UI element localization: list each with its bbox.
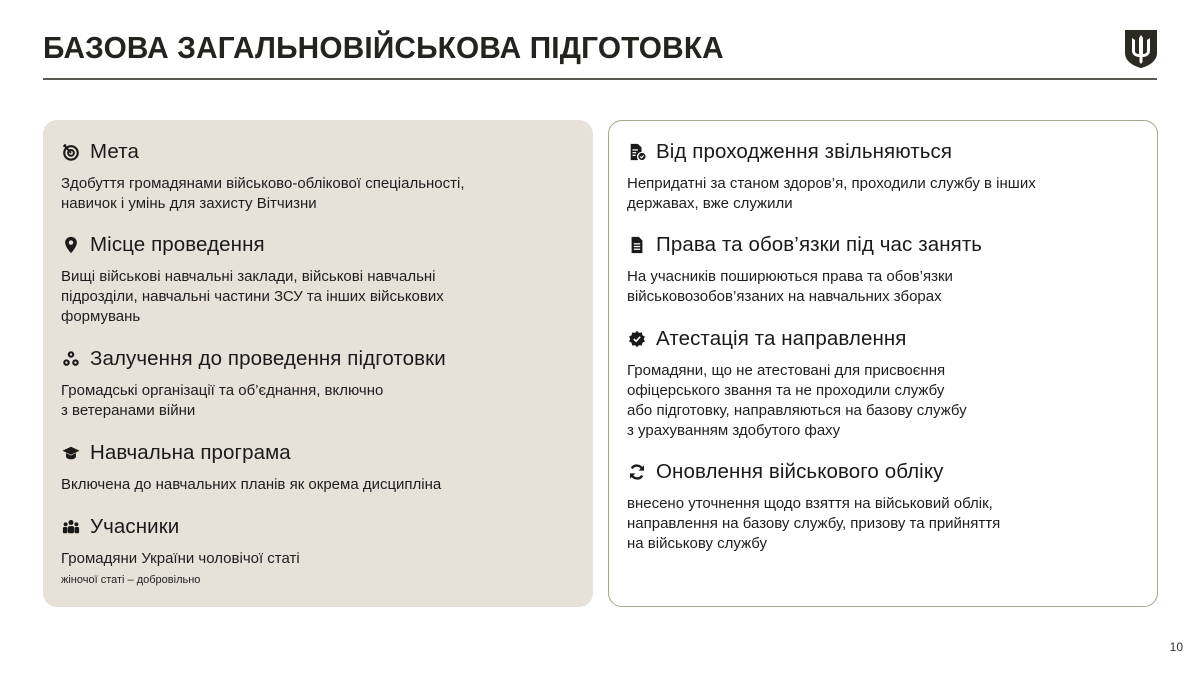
section-heading: Права та обов’язки під час занять <box>656 233 983 256</box>
section-text <box>61 549 575 569</box>
section-heading: Атестація та направлення <box>656 327 907 350</box>
text-line: Здобуття громадянами військово-облікової спеціальності, <box>61 175 465 192</box>
section-involvement <box>61 346 575 421</box>
text-line: направлення на базову службу, призову та прийняття <box>627 515 1001 532</box>
people-group-icon <box>61 517 81 537</box>
text-line: навичок і умінь для захисту Вітчизни <box>61 195 317 212</box>
section-text <box>627 267 1139 307</box>
section-heading: Навчальна програма <box>90 441 291 464</box>
title-divider <box>43 78 1157 80</box>
page-title: БАЗОВА ЗАГАЛЬНОВІЙСЬКОВА ПІДГОТОВКА <box>43 30 724 65</box>
text-line: з урахуванням здобутого фаху <box>627 422 841 439</box>
section-heading: Місце проведення <box>90 233 265 256</box>
section-exemptions <box>627 139 1139 214</box>
text-line: На учасників поширюються права та обов’язки <box>627 268 953 285</box>
text-line: підрозділи, навчальні частини ЗСУ та інших військових <box>61 288 444 305</box>
text-line: офіцерського звання та не проходили службу <box>627 382 945 399</box>
right-info-card <box>608 120 1158 607</box>
section-heading: Учасники <box>90 515 180 538</box>
section-text <box>61 381 575 421</box>
graduation-cap-icon <box>61 443 81 463</box>
text-line: на військову службу <box>627 535 768 552</box>
section-location <box>61 232 575 327</box>
text-line: Громадські організації та об’єднання, включно <box>61 382 384 399</box>
trident-shield-icon <box>1124 29 1158 69</box>
text-line: державах, вже служили <box>627 195 793 212</box>
text-line: або підготовку, направляються на базову службу <box>627 402 967 419</box>
section-text <box>627 361 1139 441</box>
section-text <box>61 267 575 327</box>
file-check-icon <box>627 142 647 162</box>
section-goal <box>61 139 575 214</box>
section-text <box>627 174 1139 214</box>
section-registry-update <box>627 459 1139 554</box>
section-text <box>61 475 575 495</box>
text-line: внесено уточнення щодо взяття на військовий облік, <box>627 495 993 512</box>
text-line: Громадяни, що не атестовані для присвоєння <box>627 362 946 379</box>
map-pin-icon <box>61 235 81 255</box>
circles-cluster-icon <box>61 349 81 369</box>
text-line: військовозобов’язаних на навчальних зборах <box>627 288 942 305</box>
text-line: формувань <box>61 308 141 325</box>
section-text <box>627 494 1139 554</box>
text-line: Включена до навчальних планів як окрема дисципліна <box>61 476 442 493</box>
left-info-card <box>43 120 593 607</box>
text-line: Громадяни України чоловічої статі <box>61 550 300 567</box>
text-line: з ветеранами війни <box>61 402 196 419</box>
section-heading: Мета <box>90 140 139 163</box>
section-heading: Залучення до проведення підготовки <box>90 347 446 370</box>
page-number: 10 <box>1169 640 1183 654</box>
section-rights <box>627 232 1139 307</box>
certificate-badge-icon <box>627 329 647 349</box>
section-heading: Від проходження звільняються <box>656 140 953 163</box>
target-icon <box>61 142 81 162</box>
section-text <box>61 174 575 214</box>
refresh-icon <box>627 462 647 482</box>
section-program <box>61 440 575 495</box>
section-participants <box>61 514 575 588</box>
section-heading: Оновлення військового обліку <box>656 460 944 483</box>
section-note: жіночої статі – добровільно <box>61 574 201 586</box>
document-icon <box>627 235 647 255</box>
text-line: Непридатні за станом здоров’я, проходили службу в інших <box>627 175 1036 192</box>
section-attestation <box>627 326 1139 441</box>
text-line: Вищі військові навчальні заклади, військові навчальні <box>61 268 436 285</box>
